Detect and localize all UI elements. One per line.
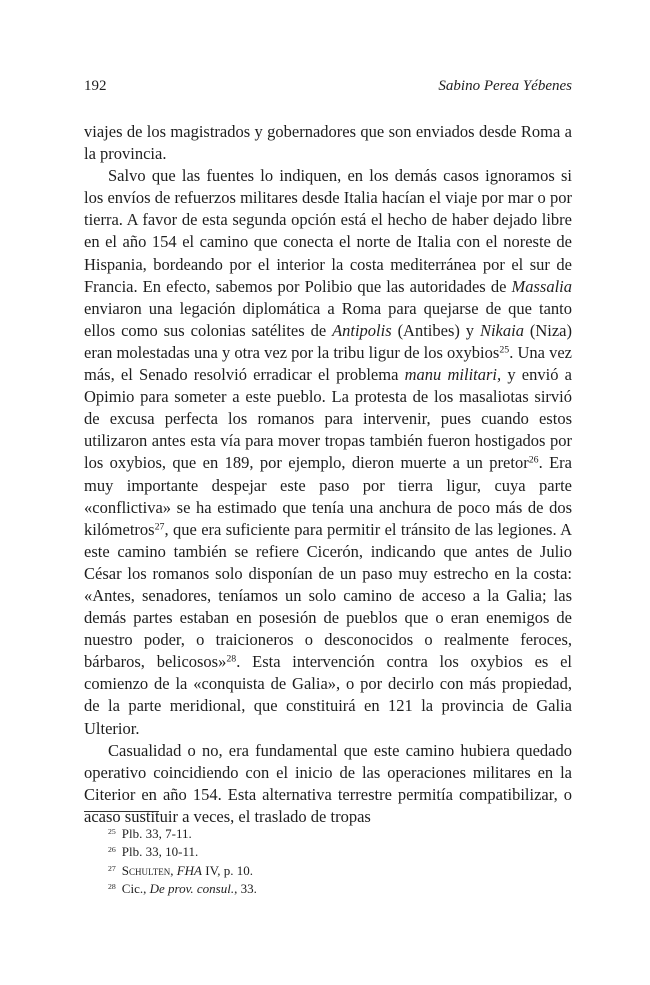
- text-run: , que era suficiente para permitir el tránsito de las legiones. A este camino también se refiere Cicerón, indicando que antes de Julio César los romanos solo disponían de un paso muy estrecho en la costa: «Antes, senadores, teníamos un solo camino de acceso a la Galia; las demás partes estaban en posesión de pueblos que o eran enemigos de nuestro poder, o traicioneros o desconocidos o realmente feroces, bárbaros, belicosos»: [84, 519, 572, 672]
- footnote-ref: 27: [154, 521, 165, 533]
- text-run: Plb. 33, 7-11.: [121, 825, 192, 841]
- text-run: Plb. 33, 10-11.: [121, 844, 199, 860]
- paragraph: [84, 121, 572, 165]
- text-run: enviaron una legación diplomática a Roma para quejarse de que tanto ellos como sus colonias satélites de: [84, 298, 572, 340]
- text-run: . Esta intervención contra los oxybios es el comienzo de la «conquista de Galia», o por decirlo con más propiedad, de la parte meridional, que constituirá en 121 la provincia de Galia Ulterior.: [84, 652, 572, 738]
- text-run: . Era muy importante despejar este paso por tierra ligur, cuya parte «conflictiva» se ha estimado que tenía una anchura de poco más de dos kilómetros: [84, 453, 572, 539]
- footnote-number: 26: [108, 845, 116, 855]
- text-run: Casualidad o no, era fundamental que este camino hubiera quedado operativo coincidiendo con el inicio de las operaciones militares en la Citerior en año 154. Esta alternativa terrestre permitía compatibilizar, o acaso sustituir a veces, el traslado de tropas: [84, 740, 572, 826]
- page-number: 192: [84, 78, 107, 94]
- footnote-ref: 28: [226, 653, 237, 665]
- smallcaps-text: Schulten: [121, 862, 171, 878]
- running-head: Sabino Perea Yébenes: [438, 78, 572, 94]
- footnotes: [108, 824, 568, 898]
- italic-text: Massalia: [511, 276, 572, 296]
- text-run: , 33.: [234, 881, 257, 897]
- italic-text: De prov. consul.: [149, 881, 235, 897]
- footnote: [108, 842, 568, 860]
- paragraph: [84, 165, 572, 739]
- footnote-ref: 26: [528, 454, 539, 466]
- text-run: viajes de los magistrados y gobernadores que son enviados desde Roma a la provincia.: [84, 122, 572, 164]
- text-run: y envió a Opimio para someter a este pueblo. La protesta de los masaliotas sirvió de excusa perfecta los romanos para intervenir, pues cuando estos utilizaron antes esta vía para mover tropas también fueron hostigados por los oxybios, que en 189, por ejemplo, dieron muerte a un pretor: [84, 365, 572, 473]
- text-run: . Una vez más, el Senado resolvió erradicar el problema: [84, 342, 572, 385]
- italic-text: Antipolis: [332, 320, 392, 340]
- paragraph: [84, 740, 572, 828]
- text-run: IV, p. 10.: [201, 862, 254, 878]
- footnote-number: 27: [108, 863, 116, 873]
- italic-text: Nikaia: [479, 320, 524, 340]
- italic-text: FHA: [176, 862, 202, 878]
- body-text: [84, 121, 572, 828]
- footnote: [108, 879, 568, 897]
- footnote: [108, 824, 568, 842]
- text-run: Cic.,: [121, 881, 150, 897]
- footnote-ref: 25: [499, 344, 510, 356]
- footnote-number: 25: [108, 827, 116, 836]
- footnote-rule: [84, 811, 159, 812]
- footnote-number: 28: [108, 882, 116, 892]
- text-run: (Niza) eran molestadas una y otra vez por la tribu ligur de los oxybios: [84, 320, 572, 362]
- text-run: (Antibes) y: [391, 320, 480, 340]
- footnote: [108, 861, 568, 879]
- text-run: Salvo que las fuentes lo indiquen, en los demás casos ignoramos si los envíos de refuerzos militares desde Italia hacían el viaje por mar o por tierra. A favor de esta segunda opción está el hecho de haber dejado libre en el año 154 el camino que conecta el norte de Italia con el noreste de Hispania, bordeando por el interior la costa mediterránea por el sur de Francia. En efecto, sabemos por Polibio que las autoridades de: [84, 166, 572, 296]
- text-run: ,: [170, 862, 177, 878]
- page-header: [84, 78, 572, 95]
- italic-text: manu militari,: [404, 365, 502, 385]
